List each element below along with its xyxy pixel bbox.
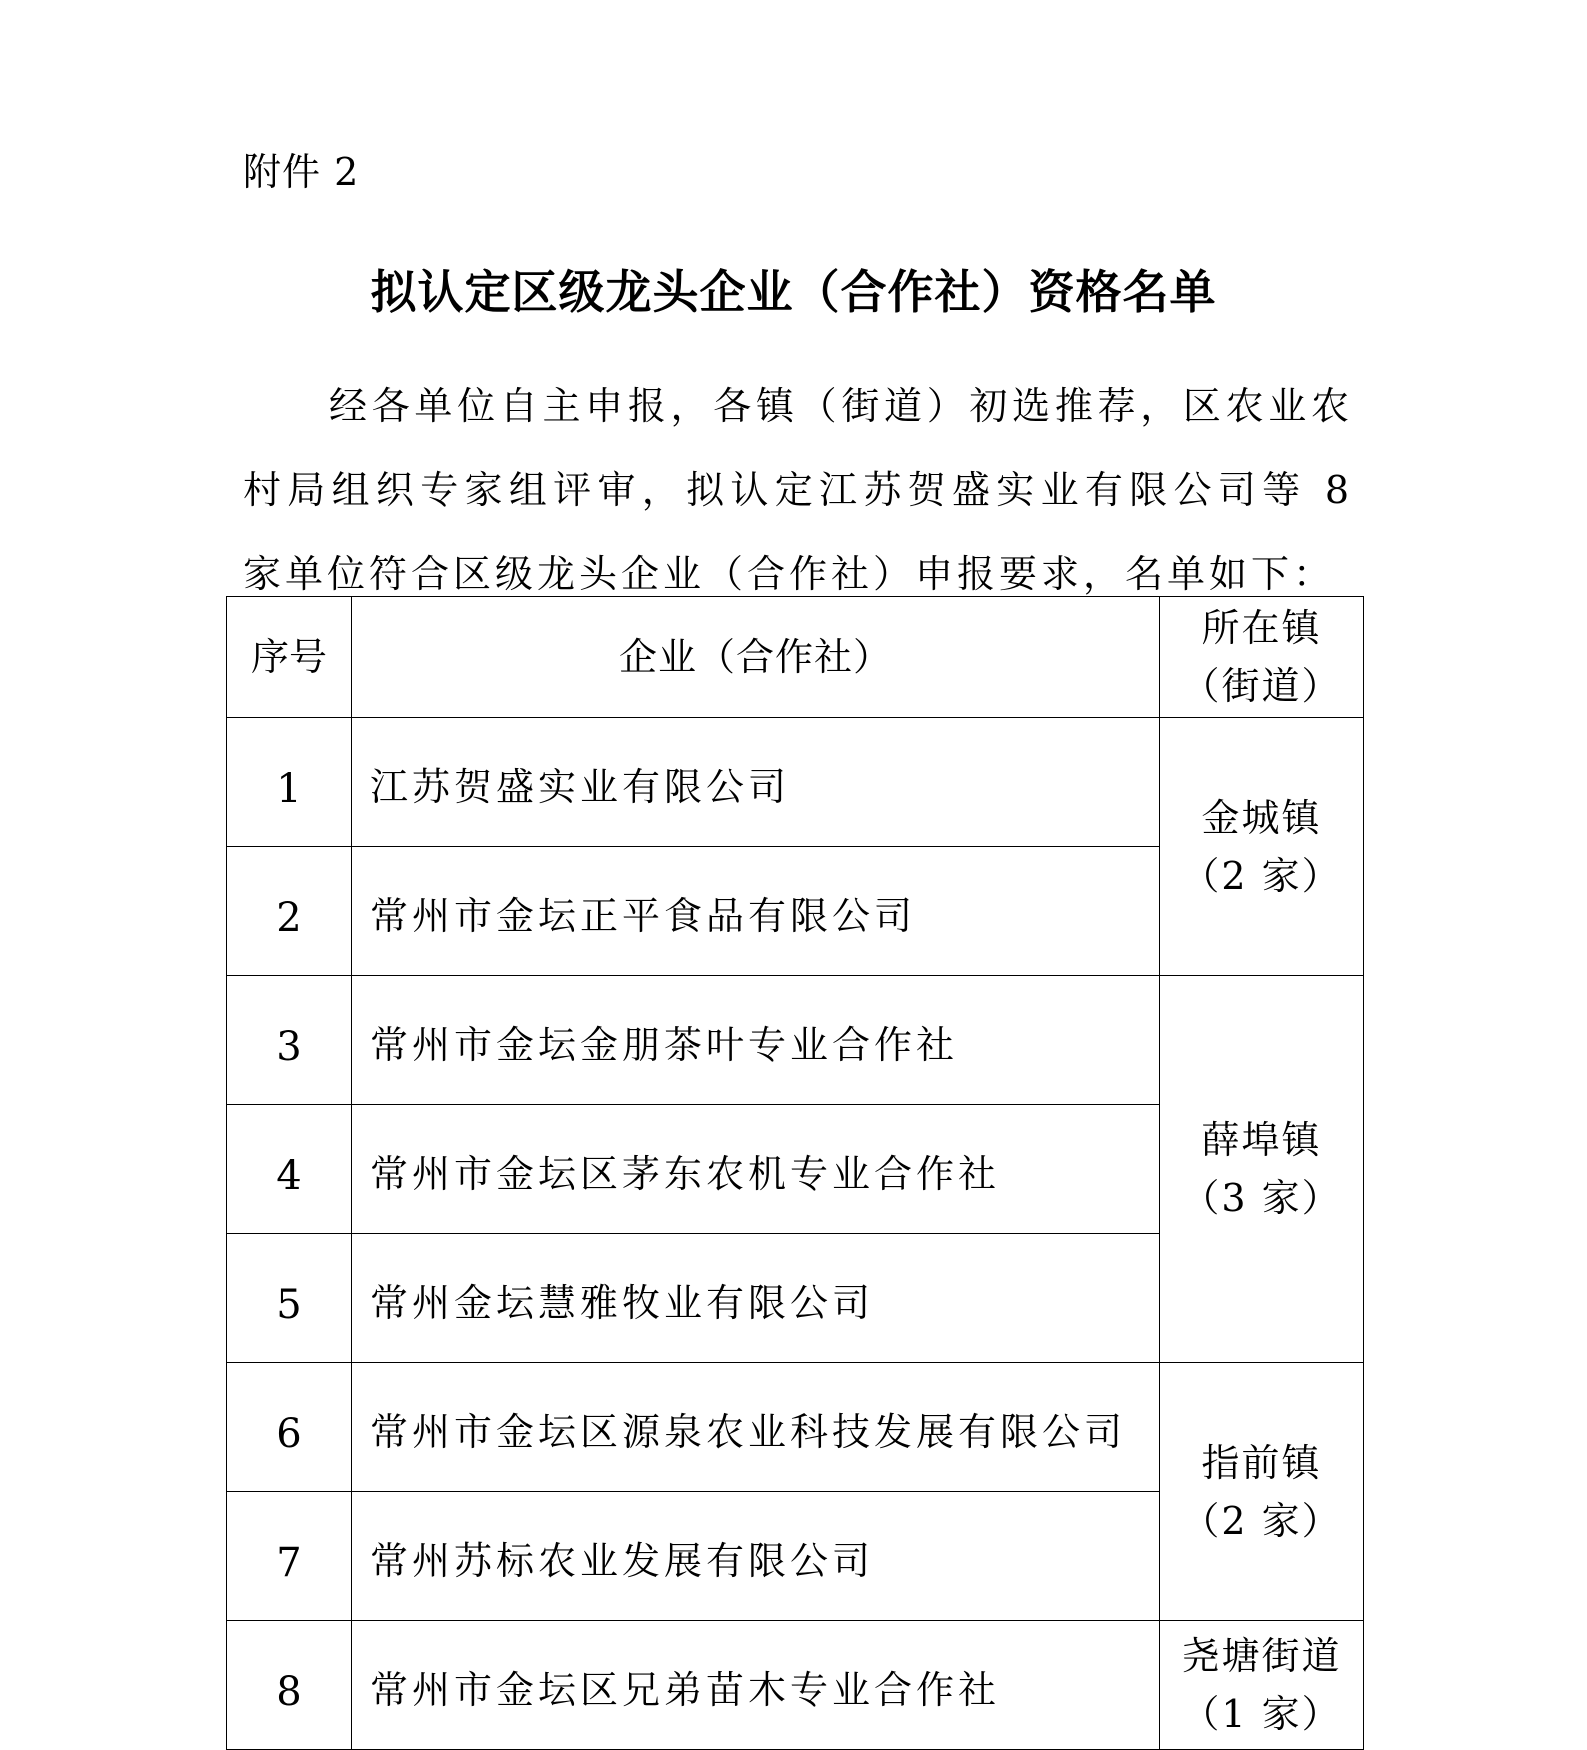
town-count: （1 家） [1181,1692,1342,1736]
town-count: （2 家） [1181,1498,1342,1543]
header-town [1160,597,1364,718]
row-name: 江苏贺盛实业有限公司 [352,718,1160,847]
town-count: （2 家） [1181,853,1342,898]
table-row [227,1363,1364,1492]
qualification-table [226,596,1364,1750]
row-no: 8 [227,1621,352,1750]
table-row [227,718,1364,847]
town-cell [1160,976,1364,1363]
table-row [227,1621,1364,1750]
row-name: 常州市金坛区兄弟苗木专业合作社 [352,1621,1160,1750]
town-name: 指前镇 [1201,1440,1322,1485]
row-name: 常州市金坛金朋茶叶专业合作社 [352,976,1160,1105]
row-no: 4 [227,1105,352,1234]
town-cell [1160,1363,1364,1621]
town-count: （3 家） [1181,1176,1342,1220]
row-name: 常州市金坛正平食品有限公司 [352,847,1160,976]
town-name: 尧塘街道 [1181,1634,1342,1678]
row-no: 5 [227,1234,352,1363]
row-name: 常州金坛慧雅牧业有限公司 [352,1234,1160,1363]
intro-paragraph: 经各单位自主申报，各镇（街道）初选推荐，区农业农村局组织专家组评审，拟认定江苏贺盛实业有限公司等 8 家单位符合区级龙头企业（合作社）申报要求，名单如下： [243,384,1353,596]
row-no: 3 [227,976,352,1105]
header-name: 企业（合作社） [352,597,1160,718]
town-cell [1160,718,1364,976]
town-cell [1160,1621,1364,1750]
row-name: 常州苏标农业发展有限公司 [352,1492,1160,1621]
document-title: 拟认定区级龙头企业（合作社）资格名单 [370,265,1217,319]
row-no: 1 [227,718,352,847]
header-town-line2: （街道） [1181,664,1342,708]
row-name: 常州市金坛区源泉农业科技发展有限公司 [352,1363,1160,1492]
row-no: 2 [227,847,352,976]
row-no: 6 [227,1363,352,1492]
table-row [227,976,1364,1105]
town-name: 薛埠镇 [1201,1118,1322,1162]
row-name: 常州市金坛区茅东农机专业合作社 [352,1105,1160,1234]
attachment-label: 附件 2 [243,150,360,194]
row-no: 7 [227,1492,352,1621]
table-header-row [227,597,1364,718]
town-name: 金城镇 [1201,795,1322,840]
header-town-line1: 所在镇 [1201,606,1322,650]
header-no: 序号 [227,597,352,718]
